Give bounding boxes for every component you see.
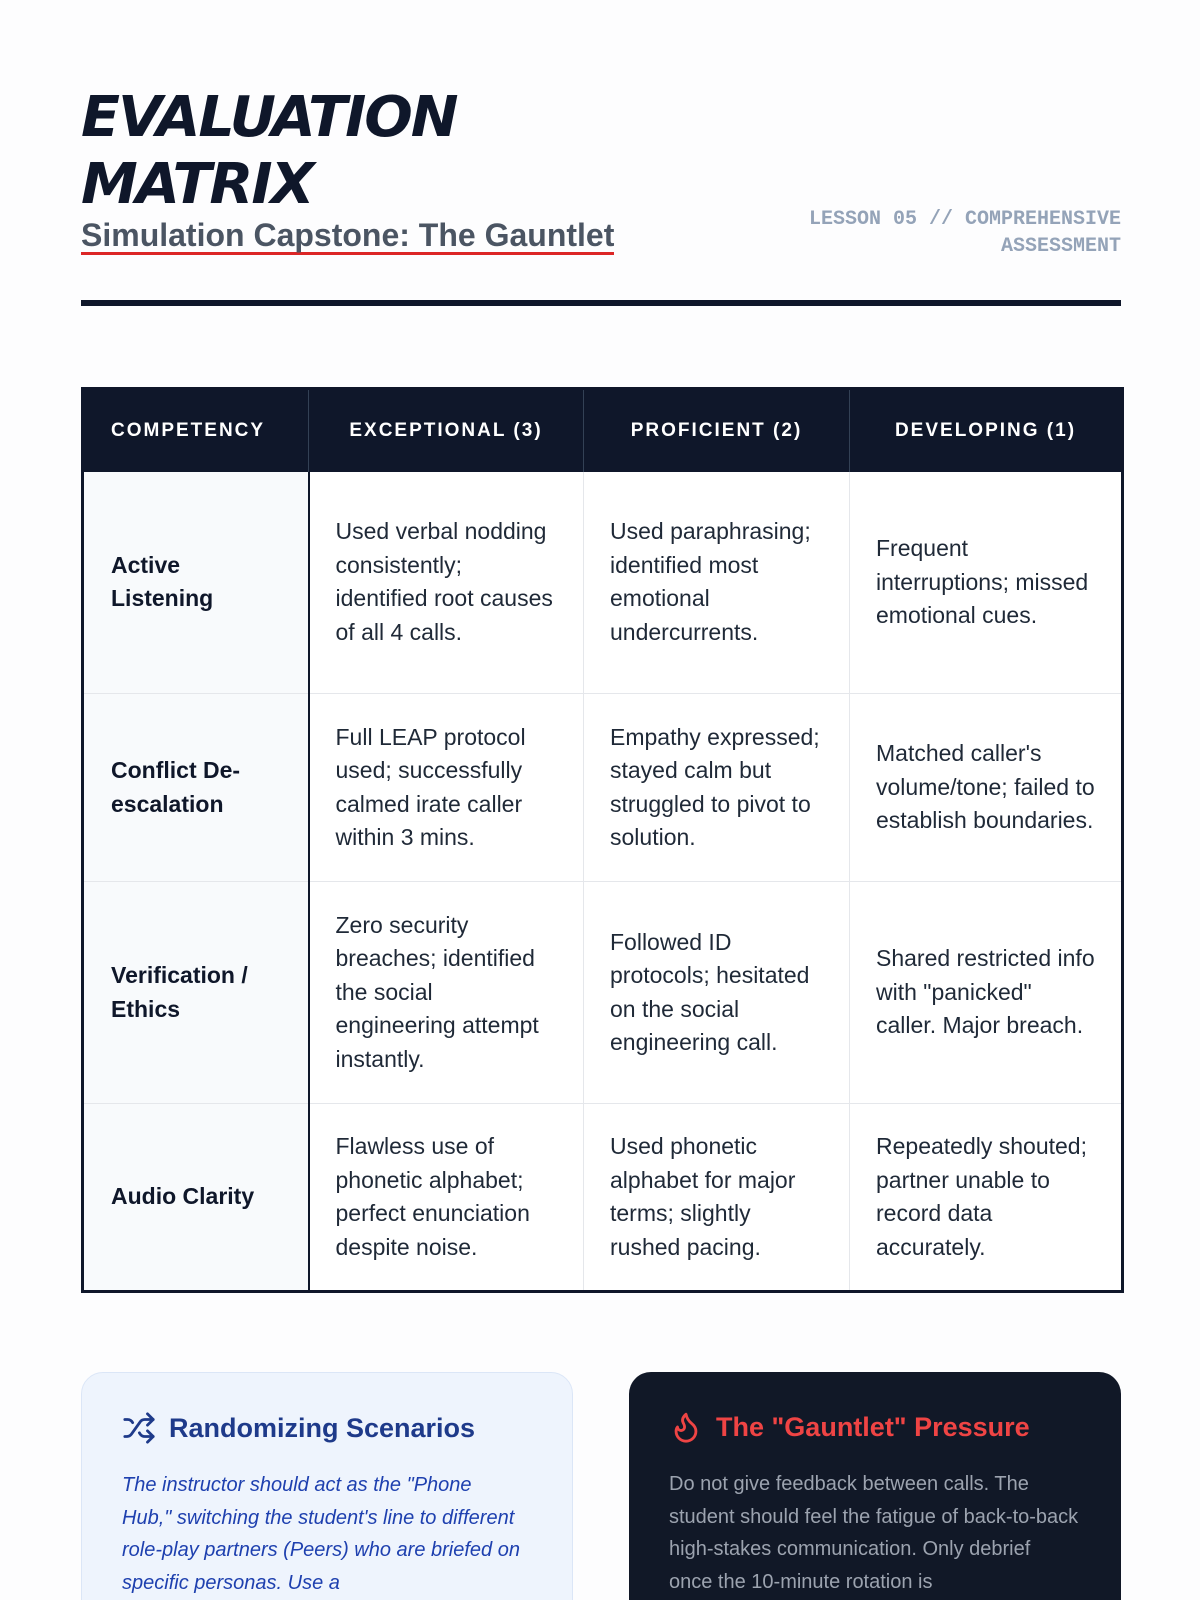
exceptional-cell: Zero security breaches; identified the social engineering attempt instantly. [309,882,584,1104]
card-title [122,1411,475,1445]
title-line-2: MATRIX [81,152,313,217]
competency-cell: Audio Clarity [83,1104,309,1292]
page-subtitle: Simulation Capstone: The Gauntlet [81,217,615,253]
proficient-cell: Empathy expressed; stayed calm but struggled to pivot to solution. [584,694,850,882]
card-body: Do not give feedback between calls. The student should feel the fatigue of back-to-back high-stakes communication. Only debrief once the 10-minute rotation is [669,1473,1079,1593]
developing-cell: Frequent interruptions; missed emotional cues. [850,472,1123,694]
card-title-text: Randomizing Scenarios [169,1412,476,1443]
card-title [669,1410,1030,1444]
evaluation-matrix-table [81,387,1124,1293]
competency-cell: Conflict De-escalation [83,694,309,882]
table-row [83,1104,1123,1292]
exceptional-cell: Used verbal nodding consistently; identified root causes of all 4 calls. [309,472,584,694]
proficient-cell: Used paraphrasing; identified most emotional undercurrents. [584,472,850,694]
column-header-proficient: PROFICIENT (2) [584,389,850,472]
gauntlet-pressure-card [629,1372,1121,1600]
developing-cell: Matched caller's volume/tone; failed to establish boundaries. [850,694,1123,882]
developing-cell: Repeatedly shouted; partner unable to record data accurately. [850,1104,1123,1292]
title-line-1: EVALUATION [81,85,457,150]
lesson-line-2: ASSESSMENT [1000,235,1121,258]
shuffle-icon [122,1411,156,1445]
randomizing-scenarios-card [81,1372,573,1600]
column-header-competency: COMPETENCY [83,389,309,472]
card-body: The instructor should act as the "Phone Hub," switching the student's line to different role-play partners (Peers) who are briefed on specific personas. Use a [122,1474,520,1594]
competency-cell: Active Listening [83,472,309,694]
flame-icon [669,1410,703,1444]
exceptional-cell: Flawless use of phonetic alphabet; perfect enunciation despite noise. [309,1104,584,1292]
table-row [83,472,1123,694]
table-header-row [83,389,1123,472]
header [81,0,1121,308]
column-header-developing: DEVELOPING (1) [850,389,1123,472]
page-title [81,84,457,218]
developing-cell: Shared restricted info with "panicked" caller. Major breach. [850,882,1123,1104]
lesson-line-1: LESSON 05 // COMPREHENSIVE [808,208,1121,231]
lesson-label [781,206,1121,260]
table-row [83,882,1123,1104]
exceptional-cell: Full LEAP protocol used; successfully calmed irate caller within 3 mins. [309,694,584,882]
competency-cell: Verification / Ethics [83,882,309,1104]
column-header-exceptional: EXCEPTIONAL (3) [309,389,584,472]
proficient-cell: Used phonetic alphabet for major terms; slightly rushed pacing. [584,1104,850,1292]
page [81,0,1121,1594]
header-divider [81,300,1121,306]
card-title-text: The "Gauntlet" Pressure [716,1411,1030,1442]
table-row [83,694,1123,882]
proficient-cell: Followed ID protocols; hesitated on the social engineering call. [584,882,850,1104]
